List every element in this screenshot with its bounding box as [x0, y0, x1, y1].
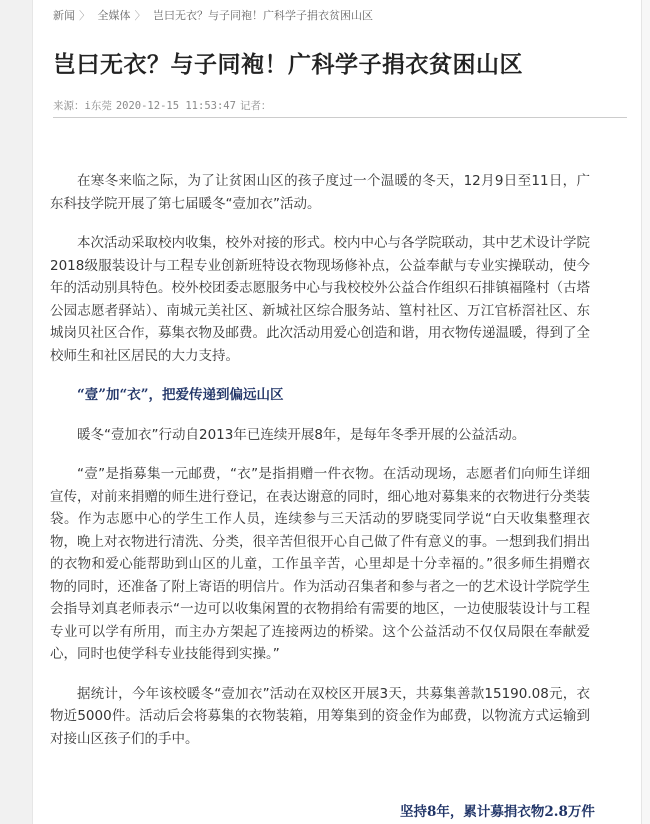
breadcrumb-separator: 〉 — [134, 9, 146, 22]
article-source: 来源：i东莞 — [53, 100, 112, 112]
article-title: 岂曰无衣？与子同袍！广科学子捐衣贫困山区 — [53, 52, 523, 78]
article-author: 记者： — [239, 100, 272, 112]
article-datetime: 2020-12-15 11:53:47 — [115, 100, 236, 112]
article-subheading: “壹”加“衣”，把爱传递到偏远山区 — [77, 387, 284, 403]
article-paragraph: “壹”是指募集一元邮费，“衣”是指捐赠一件衣物。在活动现场，志愿者们向师生详细宣传，对前来捐赠的师生进行登记，在表达谢意的同时，细心地对募集来的衣物进行分类装袋。作为志愿中心的学生工作人员，连续参与三天活动的罗晓雯同学说“白天收集整理衣物，晚上对衣物进行清洗、分类，很辛苦但很开心自己做了件有意义的事。一想到我们捐出的衣物和爱心能帮助到山区的儿童，工作虽辛苦，心里却是十分幸福的。”很多师生捐赠衣物的同时，还准备了附上寄语的明信片。作为活动召集者和参与者之一的艺术设计学院学生会指导刘真老师表示“一边可以收集闲置的衣物捐给有需要的地区，一边使服装设计与工程专业可以学有所用，而主办方架起了连接两边的桥梁。这个公益活动不仅仅局限在奉献爱心，同时也使学科专业技能得到实操。” — [50, 466, 590, 662]
article-subheading-2: 坚持8年，累计募捐衣物2.8万件 — [400, 804, 595, 820]
left-margin — [0, 0, 32, 824]
article-paragraph: 在寒冬来临之际，为了让贫困山区的孩子度过一个温暖的冬天，12月9日至11日，广东科技学院开展了第七届暖冬“壹加衣”活动。 — [50, 173, 590, 212]
article-paragraph: 据统计，今年该校暖冬“壹加衣”活动在双校区开展3天，共募集善款15190.08元，衣物近5000件。活动后会将募集的衣物装箱，用筹集到的资金作为邮费，以物流方式运输到对接山区孩子们的手中。 — [50, 685, 590, 747]
breadcrumb-item-all-media[interactable]: 全媒体 — [97, 9, 131, 22]
scrollbar-track[interactable] — [641, 0, 650, 824]
breadcrumb-item-current: 岂曰无衣？与子同袍！广科学子捐衣贫困山区 — [153, 9, 373, 22]
article-paragraph: 暖冬“壹加衣”行动自2013年已连续开展8年，是每年冬季开展的公益活动。 — [77, 426, 526, 443]
article-meta — [53, 98, 275, 113]
title-divider — [53, 117, 627, 118]
article-paragraph: 本次活动采取校内收集，校外对接的形式。校内中心与各学院联动，其中艺术设计学院2018级服装设计与工程专业创新班特设衣物现场修补点，公益奉献与专业实操联动，使今年的活动别具特色。校外校团委志愿服务中心与我校校外公益合作组织石排镇福隆村（古塔公园志愿者驿站）、南城元美社区、新城社区综合服务站、篁村社区、万江官桥滘社区、东城岗贝社区合作，募集衣物及邮费。此次活动用爱心创造和谐，用衣物传递温暖，得到了全校师生和社区居民的大力支持。 — [50, 235, 590, 364]
article-body — [50, 170, 590, 767]
breadcrumb-item-news[interactable]: 新闻 — [53, 9, 75, 22]
breadcrumb-separator: 〉 — [79, 9, 90, 22]
breadcrumb — [53, 7, 377, 23]
